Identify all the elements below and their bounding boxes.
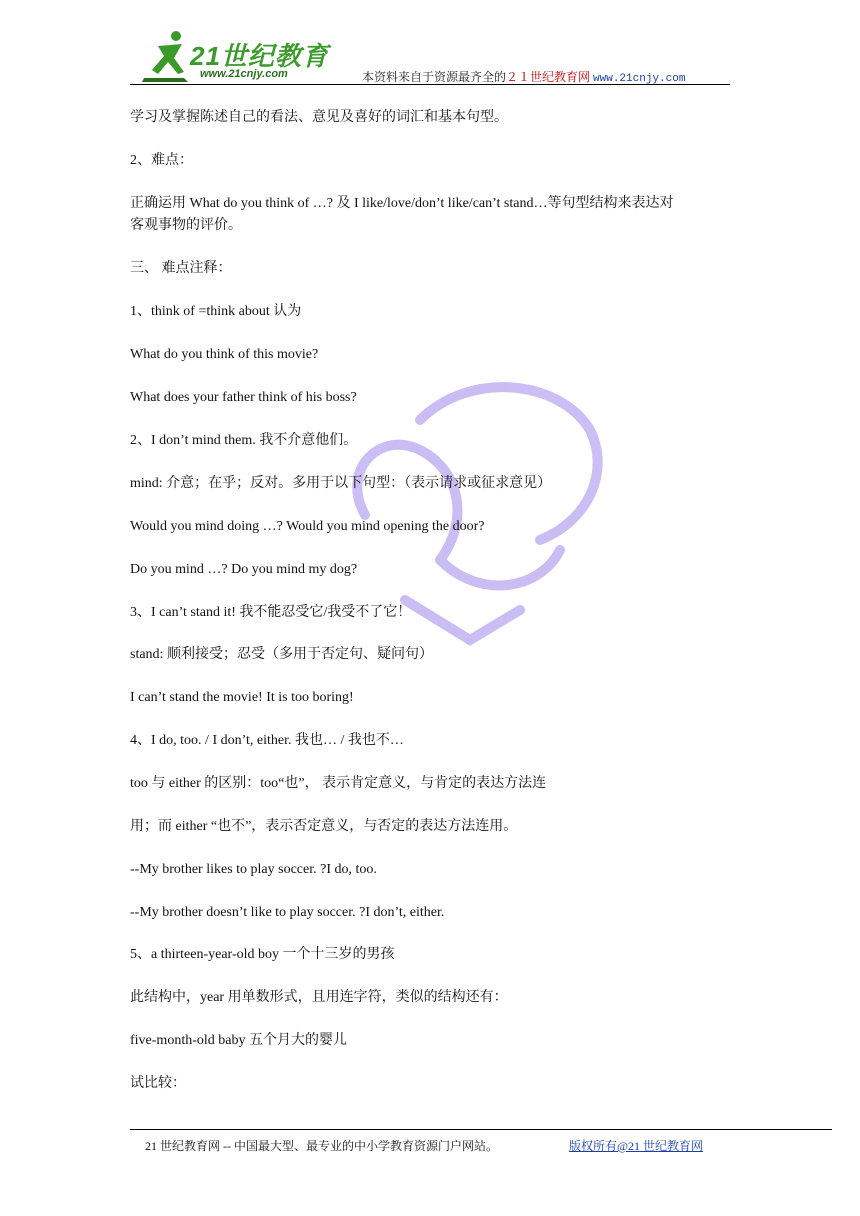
header-note-prefix: 本资料来自于资源最齐全的 <box>362 70 507 84</box>
header-note-brand: ２１世纪教育网 <box>506 70 591 84</box>
logo-url: www.21cnjy.com <box>200 68 288 80</box>
text-line: 客观事物的评价。 <box>130 218 242 233</box>
text-line: 正确运用 What do you think of …? 及 I like/love/don’t like/can’t stand…等句型结构来表达对 <box>130 196 674 211</box>
text-line: Do you mind …? Do you mind my dog? <box>130 562 358 577</box>
page-header <box>130 28 730 86</box>
section-heading: 三、 难点注释： <box>130 261 232 276</box>
header-note <box>362 68 685 85</box>
text-line: --My brother doesn’t like to play soccer. ?I don’t, either. <box>130 905 445 920</box>
text-line: Would you mind doing …? Would you mind opening the door? <box>130 519 485 534</box>
text-line: I can’t stand the movie! It is too boring! <box>130 690 354 705</box>
text-line: What do you think of this movie? <box>130 347 319 362</box>
text-line: 试比较： <box>130 1076 186 1091</box>
footer-divider <box>130 1129 832 1130</box>
copyright-link[interactable]: 版权所有@21 世纪教育网 <box>569 1139 704 1153</box>
running-person-logo-icon <box>138 28 198 84</box>
text-line: 1、think of =think about 认为 <box>130 304 302 319</box>
text-line: five-month-old baby 五个月大的婴儿 <box>130 1033 347 1048</box>
text-line: What does your father think of his boss? <box>130 390 357 405</box>
header-divider <box>130 84 730 85</box>
text-line: 用；而 either “也不”，表示否定意义，与否定的表达方法连用。 <box>130 819 518 834</box>
text-line: 3、I can’t stand it! 我不能忍受它/我受不了它！ <box>130 605 412 620</box>
text-line: too 与 either 的区别：too“也”， 表示肯定意义，与肯定的表达方法连 <box>130 776 547 791</box>
text-line: 学习及掌握陈述自己的看法、意见及喜好的词汇和基本句型。 <box>130 110 508 125</box>
logo-title: 21世纪教育 <box>190 41 329 71</box>
text-line: 4、I do, too. / I don’t, either. 我也… / 我也不… <box>130 733 404 748</box>
text-line: 5、a thirteen-year-old boy 一个十三岁的男孩 <box>130 947 395 962</box>
text-line: 2、I don’t mind them. 我不介意他们。 <box>130 433 358 448</box>
footer-text: 21 世纪教育网 -- 中国最大型、最专业的中小学教育资源门户网站。 <box>145 1139 498 1153</box>
text-line: 此结构中，year 用单数形式，且用连字符，类似的结构还有： <box>130 990 508 1005</box>
text-line: 2、难点： <box>130 153 193 168</box>
text-line: --My brother likes to play soccer. ?I do, too. <box>130 862 377 877</box>
text-line: stand: 顺利接受；忍受（多用于否定句、疑问句） <box>130 647 433 662</box>
site-logo <box>138 28 338 84</box>
header-note-url[interactable]: www.21cnjy.com <box>593 73 686 85</box>
text-line: mind: 介意；在乎；反对。多用于以下句型：（表示请求或征求意见） <box>130 476 552 491</box>
